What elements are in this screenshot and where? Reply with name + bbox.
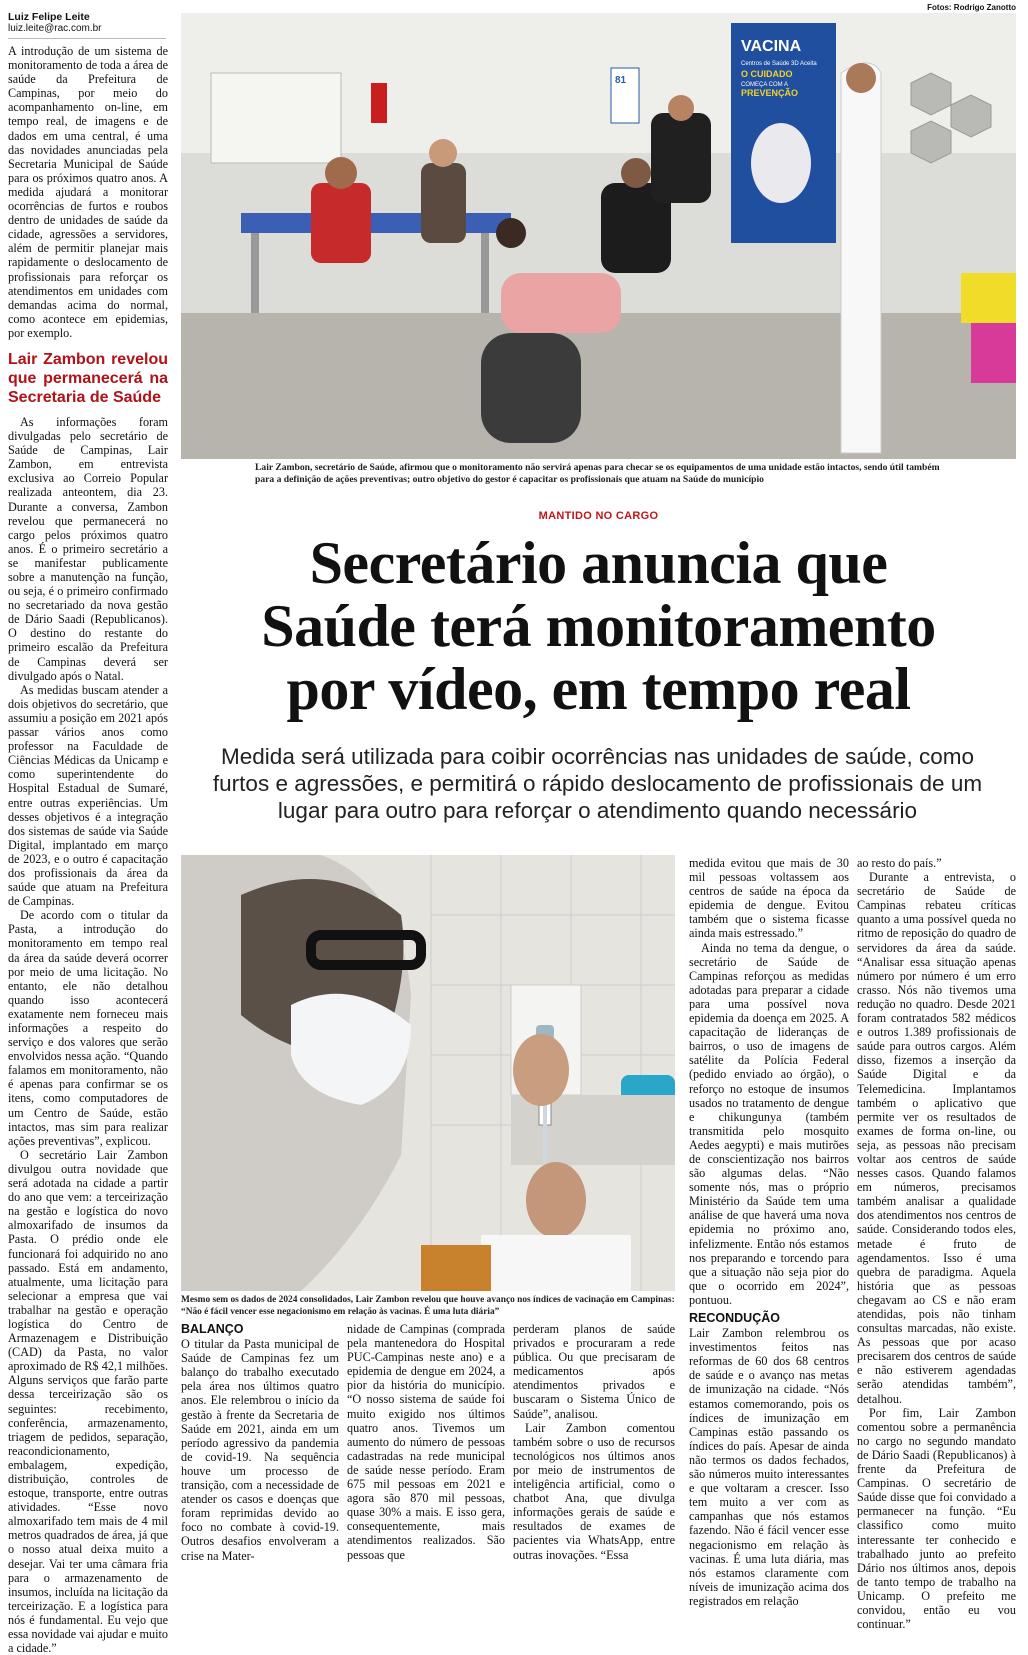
column-bottom-2	[347, 1322, 505, 1581]
column-bottom-3	[513, 1322, 675, 1581]
author-name: Luiz Felipe Leite	[8, 11, 90, 23]
headline-line-3: por vídeo, em tempo real	[286, 656, 911, 722]
article-paragraph: ao resto do país.”	[857, 856, 942, 870]
headline-line-1: Secretário anuncia que	[309, 530, 888, 596]
article-paragraph: O secretário Lair Zambon divulgou outra novidade que será adotada na cidade a partir do ano que vem: a terceirização na gestão e logística do novo almoxarifado de insumos da Pasta. O prédio onde ele funcionará foi adquirido no ano passado. Está em andamento, atualmente, uma licitação para selecionar a empresa que vai trabalhar na gestão e operação logística do Centro de Armazenagem e Distribuição (CAD) da Pasta, no valor aproximado de R$ 42,1 milhões. Alguns serviços que farão parte dessa terceirização são os seguintes: recebimento, conferência, armazenamento, triagem de pedidos, separação, reacondicionamento, embalagem, expedição, distribuição, controles de estoque, transporte, entre outras atividades. “Esse novo almoxarifado tem mais de 4 mil metros quadrados de área, já que o nosso atual deixa muito a desejar. Vai ter uma câmara fria para o armazenamento de insumos, incluída na licitação da terceirização. E a logística para nós é fundamental. Eu vejo que essa novidade vai ajudar e muito a cidade.”	[8, 1147, 168, 1655]
headline-line-2: Saúde terá monitoramento	[261, 593, 936, 659]
waiting-room-illustration	[181, 13, 1016, 459]
left-column	[8, 44, 168, 1655]
reconducao-subhead: RECONDUÇÃO	[689, 1311, 780, 1325]
vaccine-illustration	[181, 855, 675, 1291]
article-paragraph: Lair Zambon comentou também sobre o uso de recursos tecnológicos nos últimos anos por meio de instrumentos de inteligência artificial, como o chatbot Ana, que divulga informações gerais de saúde e resultados de exames de pacientes via WhatsApp, entre outras inovações. “Essa	[513, 1420, 675, 1562]
poster-line3: PREVENÇÃO	[741, 88, 799, 98]
photo-credit: Fotos: Rodrigo Zanotto	[927, 3, 1016, 12]
poster-title: VACINA	[741, 38, 802, 55]
photo-waiting-room	[181, 13, 1016, 459]
column-4	[689, 856, 849, 1608]
article-paragraph: nidade de Campinas (comprada pela mantenedora do Hospital PUC-Campinas neste ano) e a epidemia de dengue em 2024, a pior da história do município. “O nosso sistema de saúde foi muito exigido nos últimos quatro anos. Tivemos um aumento do número de pessoas cadastradas na rede municipal de saúde nesse período. Eram 675 mil pessoas em 2021 e agora são 870 mil pessoas, quase 30% a mais. E isso gera, consequentemente, mais atendimentos realizados. São pessoas que	[347, 1322, 505, 1562]
article-paragraph: A introdução de um sistema de monitoramento de toda a área de saúde da Prefeitura de Campinas, por meio do acompanhamento on-line, em tempo real, de imagens e de dados em uma central, é uma das novidades anunciadas pela Secretaria Municipal de Saúde para os próximos quatro anos. A medida ajudará a monitorar ocorrências de furtos e roubos dentro de unidades de saúde da cidade, agressões a servidores, além de permitir planejar mais rapidamente o deslocamento de profissionais para reforçar os atendimentos em unidades com demandas acima do normal, como acontece em epidemias, por exemplo.	[8, 44, 168, 340]
article-paragraph: Lair Zambon relembrou os investimentos feitos nas reformas de 60 dos 68 centros de saúde e o avanço nas metas de imunização na cidade. “Nós estamos comemorando, pois os índices de imunização em Campinas estão passando os índices do país. Apesar de ainda não termos os dados fechados, são números muito interessantes e que voltaram a crescer. Isso tem muito a ver com as campanhas que nós estamos fazendo. Não é fácil vencer esse negacionismo em relação às vacinas. É uma luta diária, mas nós estamos claramente com níveis de imunização acima dos registrados em relação	[689, 1326, 849, 1608]
kicker: MANTIDO NO CARGO	[538, 510, 659, 522]
article-paragraph: Por fim, Lair Zambon comentou sobre a permanência no cargo no segundo mandato de Dário Saadi (Republicanos) à frente da Prefeitura de Campinas. O secretário de Saúde disse que foi convidado a permanecer na função. “Eu classifico como muito interessante ter conhecido e trabalhado junto ao prefeito Dário nos últimos anos, depois de tanto tempo de trabalho na Unicamp. O prefeito me convidou, então eu vou continuar.”	[857, 1405, 1016, 1632]
poster-line2: COMEÇA COM A	[741, 82, 789, 88]
article-paragraph: De acordo com o titular da Pasta, a introdução do monitoramento em tempo real da área da saúde deverá ocorrer por meio de uma licitação. No entanto, ele não detalhou quando isso acontecerá exatamente nem forneceu mais informações a respeito do serviço e dos valores que serão envolvidos nessa ação. “Quando falamos em monitoramento, não é apenas para confirmar se os itens, como computadores de um Centro de Saúde, estão intactos, mas sim para realizar ações preventivas”, explicou.	[8, 908, 168, 1148]
left-subhead: Lair Zambon revelou que permanecerá na Secretaria de Saúde	[8, 350, 168, 406]
article-paragraph: As informações foram divulgadas pelo secretário de Saúde de Campinas, Lair Zambon, em entrevista exclusiva ao Correio Popular realizada anteontem, dia 23. Durante a conversa, Zambon revelou que permanecerá no cargo pelos próximos quatro anos. É o primeiro secretário a se manifestar publicamente sobre a manutenção na função, ou seja, é o primeiro confirmado no secretariado da nova gestão de Dário Saadi (Republicanos). O destino do restante do primeiro escalão da Prefeitura de Campinas deverá ser divulgado após o Natal.	[8, 414, 168, 683]
article-paragraph: O titular da Pasta municipal de Saúde de Campinas fez um balanço do trabalho executado pela área nos últimos quatro anos. Ele relembrou o início da gestão à frente da Secretaria de Saúde em 2021, ainda em um período agressivo da pandemia de covid-19. Na sequência houve um processo de transição, com a necessidade de atender os casos e doenças que foram reprimidas devido ao foco no combate à covid-19. Outros desafios envolveram a crise na Mater-	[181, 1337, 339, 1563]
room-sign: 81	[615, 75, 627, 86]
article-paragraph: Durante a entrevista, o secretário de Saúde de Campinas rebateu críticas quanto a uma possível queda no ritmo de reposição do quadro de servidores da área da saúde. “Analisar essa situação apenas número por número é um erro crasso. Nós não tivemos uma redução no quadro. Desde 2021 foram contratados 582 médicos e outros 1.389 profissionais de saúde para outros cargos. Além disso, fizemos a inserção da Saúde Digital e da Telemedicina. Implantamos também o aplicativo que permite ver os resultados de exames de forma on-line, ou seja, as pessoas não precisam voltar aos centros de saúde nesses casos. Quando falamos em números, precisamos também analisar a qualidade dos atendimentos nos centros de saúde. Considerando todos eles, metade é fruto de agendamentos. Isso é uma quebra de paradigma. Aquela história que as pessoas chegavam ao CS e não eram atendidas, pois não tinham consultas marcadas, não existe. As pessoas que por acaso precisarem dos centros de saúde e não estiverem agendadas serão atendidas também”, detalhou.	[857, 870, 1016, 1406]
article-paragraph: medida evitou que mais de 30 mil pessoas voltassem aos centros de saúde na época da epidemia de dengue. Evitou também que o sistema ficasse ainda mais estressado.”	[689, 856, 849, 941]
balanco-subhead: BALANÇO	[181, 1322, 244, 1336]
article-paragraph: As medidas buscam atender a dois objetivos do secretário, que assumiu a posição em 2021 após passar vários anos como professor na Faculdade de Ciências Médicas da Unicamp e como superintendente do Hospital Estadual de Sumaré, entre outras experiências. Um desses objetivos é a integração dos sistemas de saúde via Saúde Digital, implantado em março de 2023, e o outro é capacitação dos profissionais da área da saúde que atuam na Prefeitura de Campinas.	[8, 682, 168, 909]
article-paragraph: perderam planos de saúde privados e procuraram a rede pública. Ou que precisaram de medicamentos após atendimentos privados e buscaram o Sistema Único de Saúde”, analisou.	[513, 1322, 675, 1421]
poster-sub: Centros de Saúde 3D Aceita	[741, 61, 817, 67]
byline-rule	[8, 38, 166, 39]
column-5	[857, 856, 1016, 1632]
deck: Medida será utilizada para coibir ocorrências nas unidades de saúde, como furtos e agressões, e permitirá o rápido deslocamento de profissionais de um lugar para outro para reforçar o atendimento quando necessário	[212, 744, 983, 823]
byline	[8, 11, 168, 35]
article-paragraph: Ainda no tema da dengue, o secretário de Saúde de Campinas reforçou as medidas adotadas para preparar a cidade para uma possível nova epidemia da doença em 2025. A capacitação de lideranças de bairros, o uso de imagens de satélite da Polícia Federal (pedido enviado ao órgão), o reforço no estoque de insumos usados no tratamento de dengue e chikungunya (também transmitida pelo mosquito Aedes aegypti) e mais mutirões de conscientização nos bairros são algumas delas. “Não somente nós, mas o próprio Ministério da Saúde tem uma análise de que haverá uma nova epidemia no próximo ano, infelizmente. Então nós estamos nos preparando e torcendo para que a situação não seja pior do que o ocorrido em 2024”, pontuou.	[689, 940, 849, 1307]
author-email: luiz.leite@rac.com.br	[8, 23, 102, 34]
photo1-caption: Lair Zambon, secretário de Saúde, afirmou que o monitoramento não servirá apenas para checar se os equipamentos de uma unidade estão intactos, sendo útil também para a definição de ações preventivas; outro objetivo do gestor é capacitar os profissionais que atuam na Saúde do município	[255, 462, 940, 485]
headline	[181, 532, 1016, 721]
photo2-caption: Mesmo sem os dados de 2024 consolidados, Lair Zambon revelou que houve avanço nos índices de vacinação em Campinas: “Não é fácil vencer esse negacionismo em relação às vacinas. É uma luta diária”	[181, 1295, 675, 1317]
photo-vaccine	[181, 855, 675, 1291]
poster-line1: O CUIDADO	[741, 69, 793, 79]
column-balanco	[181, 1322, 339, 1581]
